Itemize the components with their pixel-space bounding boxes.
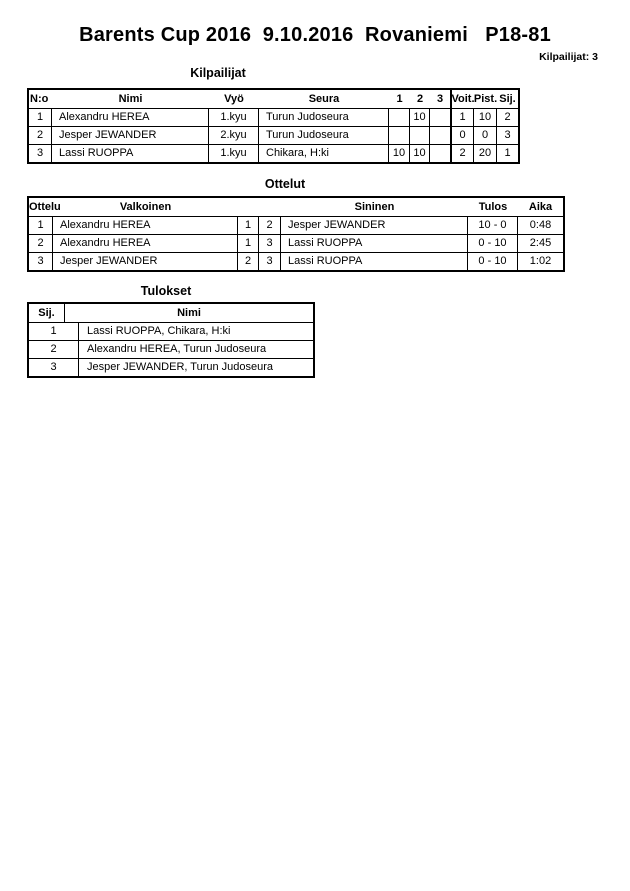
col-header-2: 2 [416, 92, 424, 105]
white-competitor: Jesper JEWANDER [53, 253, 238, 270]
tulokset-header-row [29, 304, 313, 322]
blue-competitor-no: 3 [259, 235, 281, 252]
result-row [29, 322, 313, 340]
competitor-belt: 1.kyu [209, 145, 259, 162]
blue-competitor-no: 3 [259, 253, 281, 270]
wins: 1 [452, 109, 474, 126]
result-row [29, 358, 313, 376]
col-header-sij: Sij. [499, 92, 516, 105]
match-number: 1 [29, 217, 53, 234]
match-number: 2 [29, 235, 53, 252]
col-header-aika: Aika [528, 200, 553, 213]
competitor-number: 1 [29, 109, 52, 126]
white-competitor-no: 1 [238, 217, 259, 234]
competitor-row [29, 108, 518, 126]
ottelut-header-row [29, 198, 563, 216]
white-competitor-no: 2 [238, 253, 259, 270]
white-competitor: Alexandru HEREA [53, 235, 238, 252]
wins: 2 [452, 145, 474, 162]
placement: 3 [504, 129, 511, 141]
competitor-number: 2 [29, 127, 52, 144]
col-header-valkoinen: Valkoinen [119, 200, 172, 213]
competitor-name: Alexandru HEREA [52, 109, 209, 126]
col-header-voit: Voit. [451, 92, 475, 105]
page-title: Barents Cup 2016 9.10.2016 Rovaniemi P18-81 [79, 24, 551, 46]
match-result: 0 - 10 [468, 253, 518, 270]
white-competitor-no: 1 [238, 235, 259, 252]
match2-points: 10 [410, 145, 430, 162]
white-competitor: Alexandru HEREA [53, 217, 238, 234]
ottelut-table [27, 196, 565, 272]
result-name-club: Alexandru HEREA, Turun Judoseura [87, 343, 267, 355]
col-header-no: N:o [30, 92, 49, 105]
wins: 0 [452, 127, 474, 144]
competitor-club: Chikara, H:ki [259, 145, 389, 162]
match3-points [430, 127, 452, 144]
competitor-row [29, 144, 518, 162]
match-time: 0:48 [529, 219, 552, 231]
col-header-sininen: Sininen [354, 200, 395, 213]
kilpailijat-table [27, 88, 520, 164]
result-placement: 2 [29, 341, 79, 358]
col-header-1: 1 [396, 92, 403, 105]
points: 20 [474, 145, 497, 162]
match1-points: 10 [389, 145, 410, 162]
match-row [29, 216, 563, 234]
match-result: 10 - 0 [468, 217, 518, 234]
competitor-row [29, 126, 518, 144]
kilpailijat-header-row [29, 90, 518, 108]
col-header-sij: Sij. [29, 304, 65, 322]
result-placement: 1 [29, 323, 79, 340]
blue-competitor: Jesper JEWANDER [281, 217, 468, 234]
result-placement: 3 [29, 359, 79, 376]
points: 10 [474, 109, 497, 126]
match-time: 1:02 [529, 255, 552, 267]
col-header-nimi: Nimi [177, 306, 201, 319]
result-row [29, 340, 313, 358]
competitor-name: Jesper JEWANDER [52, 127, 209, 144]
col-header-vyo: Vyö [224, 92, 244, 105]
match-time: 2:45 [529, 237, 552, 249]
ottelut-heading: Ottelut [264, 177, 306, 191]
result-name-club: Lassi RUOPPA, Chikara, H:ki [87, 325, 231, 337]
competitor-name: Lassi RUOPPA [52, 145, 209, 162]
match3-points [430, 145, 452, 162]
col-header-tulos: Tulos [478, 200, 508, 213]
competitor-club: Turun Judoseura [259, 127, 389, 144]
match2-points [410, 127, 430, 144]
col-header-white-no [238, 198, 259, 216]
col-header-nimi: Nimi [118, 92, 143, 105]
col-header-seura: Seura [308, 92, 340, 105]
blue-competitor: Lassi RUOPPA [281, 235, 468, 252]
competitor-club: Turun Judoseura [259, 109, 389, 126]
match1-points [389, 109, 410, 126]
match2-points: 10 [410, 109, 430, 126]
col-header-ottelu: Ottelu [29, 200, 61, 213]
competitors-count-label: Kilpailijat: 3 [539, 51, 598, 63]
competitor-belt: 2.kyu [209, 127, 259, 144]
match-row [29, 252, 563, 270]
match-result: 0 - 10 [468, 235, 518, 252]
match1-points [389, 127, 410, 144]
tulokset-table [27, 302, 315, 378]
tulokset-heading: Tulokset [140, 284, 192, 298]
placement: 2 [504, 111, 511, 123]
col-header-3: 3 [430, 90, 452, 108]
points: 0 [474, 127, 497, 144]
col-header-pist: Pist. [473, 92, 498, 105]
blue-competitor: Lassi RUOPPA [281, 253, 468, 270]
placement: 1 [504, 147, 511, 159]
result-name-club: Jesper JEWANDER, Turun Judoseura [87, 361, 274, 373]
match-number: 3 [29, 253, 53, 270]
match3-points [430, 109, 452, 126]
kilpailijat-heading: Kilpailijat [190, 66, 246, 80]
competitor-number: 3 [29, 145, 52, 162]
col-header-blue-no [259, 198, 281, 216]
competitor-belt: 1.kyu [209, 109, 259, 126]
match-row [29, 234, 563, 252]
blue-competitor-no: 2 [259, 217, 281, 234]
